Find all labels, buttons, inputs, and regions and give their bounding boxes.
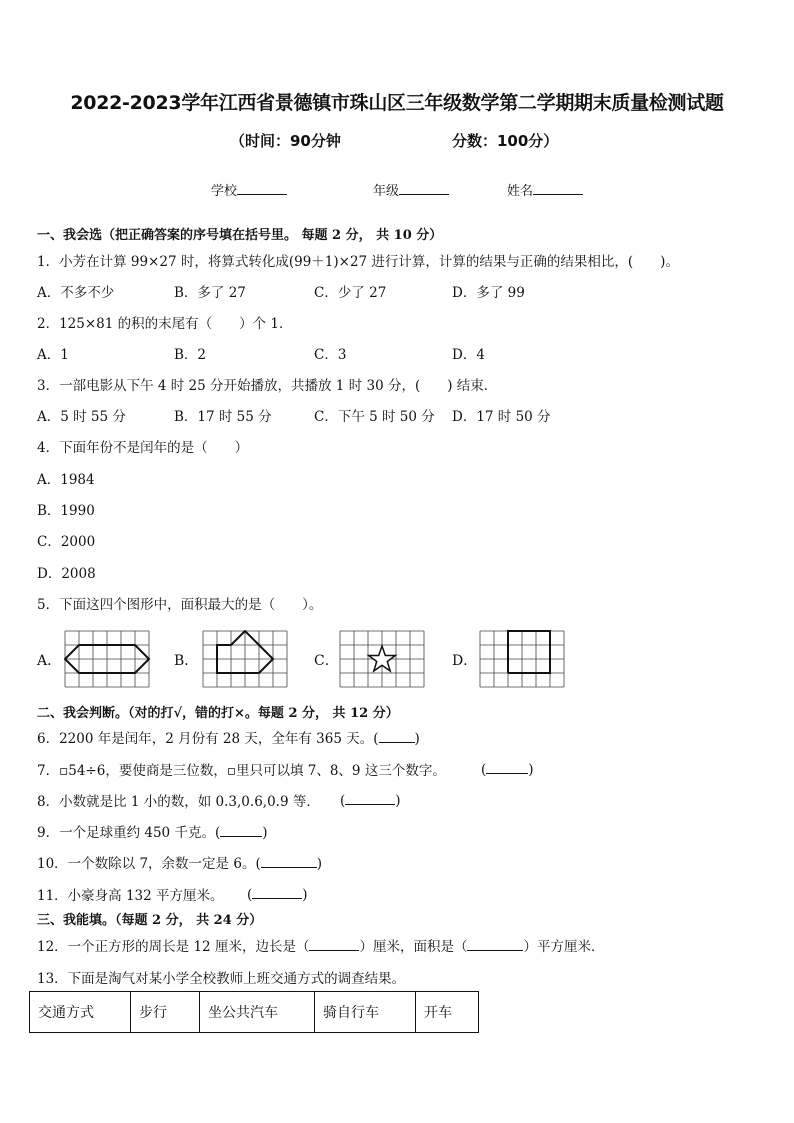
exam-score: 分数：100分） (452, 132, 559, 150)
option[interactable]: D． (452, 653, 478, 669)
option[interactable]: A．1984 (37, 472, 95, 488)
answer-blank[interactable] (220, 822, 262, 837)
answer-paren[interactable] (340, 790, 401, 809)
figure-b-grid (202, 630, 290, 688)
answer-paren[interactable] (247, 884, 308, 903)
grid-lines (65, 631, 149, 687)
paren-open: ( (481, 762, 487, 778)
option[interactable]: B．2 (174, 347, 207, 363)
question-text: 12．一个正方形的周长是 12 厘米，边长是（ (37, 939, 310, 955)
option[interactable]: A．不多不少 (37, 285, 115, 301)
section-heading: 一、我会选（把正确答案的序号填在括号里。 每题 2 分， 共 10 分） (37, 228, 443, 243)
paren-close: ) (302, 887, 308, 903)
paren-close: ) (395, 793, 401, 809)
option[interactable]: D．17 时 50 分 (452, 409, 551, 425)
figure-a-grid (64, 630, 152, 688)
question-1: 1．小芳在计算 99×27 时，将算式转化成(99＋1)×27 进行计算，计算的结果与正确的结果相比，( )。 (37, 254, 679, 270)
option[interactable]: A． (37, 653, 62, 669)
transport-table (29, 991, 479, 1033)
figure-d-shape (508, 631, 550, 673)
paren-close: ) (262, 825, 268, 841)
answer-blank[interactable] (379, 728, 415, 743)
figure-d-grid (479, 630, 567, 688)
answer-paren[interactable] (481, 759, 534, 778)
grade-label: 年级 (373, 184, 400, 199)
option[interactable]: C．2000 (37, 534, 96, 550)
question-text: 10．一个数除以 7，余数一定是 6。( (37, 856, 261, 872)
page-title: 2022-2023学年江西省景德镇市珠山区三年级数学第二学期期末质量检测试题 (70, 92, 724, 114)
paren-close: ) (414, 731, 420, 747)
grade-field[interactable] (373, 180, 449, 199)
paren-close: ) (316, 856, 322, 872)
option[interactable]: C． (314, 653, 339, 669)
figure-c-grid (339, 630, 427, 688)
option[interactable]: C．下午 5 时 50 分 (314, 409, 435, 425)
option[interactable]: B．多了 27 (174, 285, 246, 301)
question-3: 3．一部电影从下午 4 时 25 分开始播放，共播放 1 时 30 分，( ) 结束． (37, 378, 498, 394)
question-2: 2．125×81 的积的末尾有（ ）个 1． (37, 316, 293, 332)
question-text: 9．一个足球重约 450 千克。( (37, 825, 221, 841)
school-field[interactable] (211, 180, 287, 199)
table-cell: 交通方式 (30, 992, 131, 1033)
question-11: 11．小豪身高 132 平方厘米。 (37, 888, 224, 904)
question-4: 4．下面年份不是闰年的是（ ） (37, 440, 249, 456)
section-heading: 三、我能填。（每题 2 分， 共 24 分） (37, 913, 263, 928)
table-row (30, 992, 479, 1033)
option[interactable]: A．5 时 55 分 (37, 409, 126, 425)
question-12 (37, 935, 604, 955)
question-text: ）平方厘米． (523, 939, 605, 955)
table-cell: 骑自行车 (315, 992, 416, 1033)
grid-lines (480, 631, 564, 687)
option[interactable]: C．3 (314, 347, 347, 363)
question-text: 6．2200 年是闰年，2 月份有 28 天，全年有 365 天。( (37, 731, 379, 747)
table-cell: 开车 (416, 992, 479, 1033)
answer-blank[interactable] (261, 853, 317, 868)
question-5: 5．下面这四个图形中，面积最大的是（ ）。 (37, 597, 323, 613)
table-cell: 步行 (131, 992, 200, 1033)
question-text: ）厘米，面积是（ (359, 939, 468, 955)
question-13: 13．下面是淘气对某小学全校教师上班交通方式的调查结果。 (37, 971, 406, 987)
section-heading: 二、我会判断。（对的打√，错的打×。每题 2 分， 共 12 分） (37, 706, 399, 721)
question-7: 7．▫54÷6，要使商是三位数，▫里只可以填 7、8、9 这三个数字。 (37, 763, 446, 779)
paren-close: ) (528, 762, 534, 778)
answer-blank[interactable] (309, 936, 359, 951)
option[interactable]: D．4 (452, 347, 485, 363)
question-6 (37, 727, 420, 747)
exam-time: （时间：90分钟 (230, 132, 341, 150)
paren-open: ( (247, 887, 253, 903)
option[interactable]: B． (174, 653, 199, 669)
option[interactable]: B．1990 (37, 503, 95, 519)
option[interactable]: C．少了 27 (314, 285, 387, 301)
option[interactable]: A．1 (37, 347, 69, 363)
question-8: 8．小数就是比 1 小的数，如 0.3,0.6,0.9 等． (37, 794, 320, 810)
answer-blank[interactable] (467, 936, 523, 951)
question-9 (37, 821, 268, 841)
question-10 (37, 852, 322, 872)
paren-open: ( (340, 793, 346, 809)
table-cell: 坐公共汽车 (200, 992, 315, 1033)
school-label: 学校 (211, 184, 238, 199)
option[interactable]: B．17 时 55 分 (174, 409, 272, 425)
name-label: 姓名 (507, 184, 534, 199)
name-field[interactable] (507, 180, 583, 199)
option[interactable]: D．2008 (37, 566, 96, 582)
option[interactable]: D．多了 99 (452, 285, 525, 301)
